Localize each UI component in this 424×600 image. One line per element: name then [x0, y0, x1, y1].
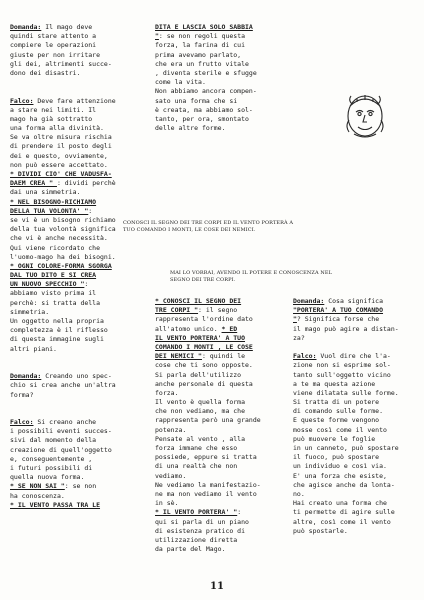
text-span: forza immane che esso: [155, 444, 238, 452]
text-span: ? Significa forse che: [296, 315, 380, 324]
text-line: [10, 97, 116, 106]
text-line: [155, 41, 257, 50]
text-line: [293, 416, 399, 425]
text-span: di prendere il posto degli: [10, 142, 112, 151]
text-line: [293, 527, 399, 536]
quote-line: SEGNO DEI TRE CORPI.: [170, 277, 236, 283]
text-line: [10, 354, 116, 363]
text-line: [10, 436, 116, 445]
text-span: completezza è il riflesso: [10, 326, 108, 335]
text-line: [10, 216, 116, 225]
text-line: [155, 462, 261, 471]
quote-line: CONOSCI IL SEGNO DEI TRE CORPI ED IL VENTO PORTERÀ A: [123, 220, 294, 226]
text-span: sato una forma che si: [155, 96, 238, 105]
text-line: [10, 317, 116, 326]
text-line: [10, 446, 116, 455]
text-span: :: [84, 280, 89, 289]
text-span: può spostarle.: [293, 526, 348, 535]
emphasized-text: DEI NEMICI ": [155, 352, 202, 361]
text-span: è creata, ma abbiamo sol-: [155, 105, 253, 114]
text-line: [155, 60, 257, 69]
text-span: prima avevamo parlato,: [155, 50, 242, 59]
emphasized-text: * DIVIDI CIO' CHE VADUSFA-: [10, 170, 112, 178]
text-line: [10, 51, 116, 60]
text-span: abbiamo visto prima il: [10, 289, 97, 298]
text-line: [293, 462, 399, 471]
text-line: [10, 234, 116, 243]
text-span: da parte del Mago.: [155, 545, 226, 554]
text-span: rappresenta l'ordine dato: [155, 315, 253, 324]
text-line: [293, 508, 399, 517]
text-line: [10, 106, 116, 115]
text-span: della tua volontà significa: [10, 225, 116, 234]
text-line: [293, 426, 399, 435]
text-line: [10, 133, 116, 142]
text-line: [10, 501, 116, 510]
text-span: rappresenta però una grande: [155, 416, 261, 425]
text-span: non può essere accettato.: [10, 160, 108, 169]
text-line: [293, 315, 399, 324]
text-line: [155, 527, 261, 536]
emphasized-text: Falco:: [10, 418, 34, 427]
text-line: [10, 409, 116, 418]
text-span: zione non si esprime sol-: [293, 361, 391, 370]
text-line: [10, 207, 116, 216]
text-span: che vi è anche necessità.: [10, 234, 108, 243]
text-span: forma?: [10, 390, 34, 399]
text-span: simmetria.: [10, 307, 50, 316]
text-line: [155, 453, 261, 462]
text-span: Deve fare attenzione: [33, 96, 116, 105]
text-span: viene dilatata sulle forme.: [293, 388, 399, 397]
text-span: giuste per non irritare: [10, 50, 101, 59]
emphasized-text: Domanda:: [10, 372, 42, 381]
text-span: può muovere le foglie: [293, 434, 376, 443]
text-span: Pensate al vento , alla: [155, 434, 246, 443]
text-span: l'uomo-mago ha dei bisogni.: [10, 252, 116, 261]
text-span: i possibili eventi succes-: [10, 427, 112, 436]
text-line: [155, 78, 257, 87]
emphasized-text: DAL TUO DITO E SI CREA: [10, 271, 97, 280]
quote-line: TUO COMANDO I MONTI, LE COSE DEI NEMICI.: [123, 227, 256, 233]
text-line: [10, 78, 116, 87]
text-span: ti permette di agire sulle: [293, 508, 395, 517]
text-span: compiere le operazioni: [10, 41, 97, 50]
text-span: a te ma questa azione: [293, 379, 376, 388]
text-line: [10, 482, 116, 491]
text-span: mago ha già sottratto: [10, 114, 93, 123]
emphasized-text: * CONOSCI IL SEGNO DEI: [155, 297, 242, 305]
text-span: che non vediamo, ma che: [155, 407, 246, 416]
emphasized-text: UN NUOVO SPECCHIO ": [10, 280, 85, 289]
text-line: [155, 389, 261, 398]
text-line: [155, 51, 257, 60]
text-line: [155, 115, 257, 124]
text-span: Il vento è quella forma: [155, 398, 246, 407]
page-number: 11: [210, 581, 224, 592]
text-span: di una realtà che non: [155, 462, 238, 471]
text-line: [10, 225, 116, 234]
text-span: potenza.: [155, 425, 187, 434]
text-line: [155, 69, 257, 78]
text-span: i futuri possibili di: [10, 464, 93, 472]
text-line: [155, 536, 261, 545]
text-line: [293, 398, 399, 407]
emphasized-text: * OGNI COLORE-FORMA SGORGA: [10, 261, 112, 270]
text-span: di comando sulle forme.: [293, 407, 384, 416]
text-line: [155, 481, 261, 490]
text-line: [10, 271, 116, 280]
text-line: [10, 179, 116, 188]
text-line: [10, 492, 116, 501]
text-line: [155, 334, 261, 343]
text-line: [155, 297, 261, 306]
text-line: [10, 427, 116, 436]
text-span: forza, la farina di cui: [155, 41, 246, 50]
emphasized-text: Domanda:: [293, 297, 325, 305]
text-line: [10, 41, 116, 50]
text-line: [155, 97, 257, 106]
text-line: [10, 289, 116, 298]
text-line: [155, 32, 257, 41]
text-span: dono dei disastri.: [10, 68, 81, 77]
text-span: in un canneto, può spostare: [293, 444, 399, 452]
text-line: [10, 188, 116, 197]
emphasized-text: * IL VENTO PASSA TRA LE: [10, 500, 101, 509]
text-span: : se non regoli questa: [158, 32, 246, 41]
emphasized-text: "PORTERA' A TUO COMANDO: [293, 306, 384, 315]
text-span: possiede, eppure si tratta: [155, 453, 257, 462]
text-span: : dividi perchè: [56, 179, 116, 188]
text-span: quindi stare attento a: [10, 32, 97, 41]
text-line: [293, 361, 399, 370]
text-line: [293, 297, 399, 306]
text-line: [10, 124, 116, 133]
emphasized-text: ": [155, 32, 159, 41]
text-line: [10, 262, 116, 271]
text-span: qui si parla di un piano: [155, 517, 249, 526]
text-line: [155, 315, 261, 324]
text-line: [10, 372, 116, 381]
text-span: il mago può agire a distan-: [293, 324, 399, 333]
text-line: [10, 253, 116, 262]
text-line: [155, 325, 261, 334]
text-line: [293, 380, 399, 389]
text-line: [293, 352, 399, 361]
text-line: [10, 115, 116, 124]
text-line: [10, 161, 116, 170]
text-line: [155, 444, 261, 453]
text-line: [293, 334, 399, 343]
text-span: di esistenza pratico di: [155, 526, 246, 535]
text-span: sivi dal momento della: [10, 436, 97, 445]
emphasized-text: DITA E LASCIA SOLO SABBIA: [155, 23, 253, 31]
text-line: [293, 481, 399, 490]
text-span: chio si crea anche un'altra: [10, 381, 116, 390]
text-span: ne ma non vediamo il vento: [155, 489, 257, 498]
text-span: altre, così come il vento: [293, 517, 391, 526]
text-line: [10, 363, 116, 372]
text-line: [10, 299, 116, 308]
text-line: [10, 473, 116, 482]
text-span: vediamo.: [155, 471, 187, 480]
text-span: un individuo e così via.: [293, 462, 387, 471]
text-line: [155, 124, 257, 133]
emphasized-text: Falco:: [293, 352, 317, 361]
emphasized-text: DELLA TUA VOLONTA' ": [10, 206, 89, 215]
text-line: [155, 106, 257, 115]
text-line: [10, 198, 116, 207]
text-span: :: [88, 206, 93, 215]
text-span: Si creano anche: [33, 418, 97, 427]
text-line: [155, 435, 261, 444]
text-line: [10, 455, 116, 464]
text-span: e, conseguentemente ,: [10, 454, 93, 463]
text-span: altri piani.: [10, 344, 57, 353]
text-line: [10, 244, 116, 253]
text-span: Hai creato una forma che: [293, 499, 387, 508]
text-span: Si parla dell'utilizzo: [155, 370, 242, 379]
text-line: [10, 170, 116, 179]
text-line: [10, 391, 116, 400]
text-line: [10, 23, 116, 32]
column-bottom-middle: [155, 297, 261, 554]
text-span: E' una forza che esiste,: [293, 471, 387, 480]
text-span: che era un frutto vitale: [155, 59, 249, 68]
quote-block-1: [123, 220, 293, 234]
text-span: forza.: [155, 388, 179, 397]
text-line: [293, 499, 399, 508]
text-span: Qui viene ricordato che: [10, 243, 101, 252]
text-span: : se non: [64, 482, 97, 491]
text-span: il fuoco, può spostare: [293, 453, 380, 462]
text-span: Il mago deve: [41, 23, 93, 31]
text-line: [155, 306, 261, 315]
text-span: delle altre forme.: [155, 124, 226, 133]
text-span: Cosa significa: [324, 297, 384, 305]
text-span: che agisce anche da lonta-: [293, 480, 395, 489]
text-line: [10, 69, 116, 78]
text-line: [155, 352, 261, 361]
column-left: [10, 23, 116, 510]
text-span: se vi è un bisogno richiamo: [10, 215, 116, 224]
text-line: [155, 490, 261, 499]
emphasized-text: ": [293, 315, 297, 324]
text-line: [293, 407, 399, 416]
text-span: quella nuova forma.: [10, 473, 85, 482]
emphasized-text: Falco:: [10, 96, 34, 105]
text-line: [155, 343, 261, 352]
text-line: [293, 518, 399, 527]
text-span: gli dei, altrimenti succe-: [10, 59, 112, 68]
text-span: a stare nei limiti. Il: [10, 105, 97, 114]
text-line: [293, 325, 399, 334]
text-line: [10, 142, 116, 151]
text-span: all'atomo unico.: [155, 324, 222, 333]
text-line: [155, 407, 261, 416]
text-span: Vuol dire che l'a-: [316, 352, 391, 361]
text-span: dai una simmetria.: [10, 188, 81, 197]
emphasized-text: TRE CORPI ": [155, 306, 199, 315]
text-line: [293, 490, 399, 499]
text-span: creazione di quell'oggetto: [10, 445, 112, 454]
emphasized-text: IL VENTO PORTERA' A TUO: [155, 333, 246, 342]
text-span: in sè.: [155, 499, 179, 508]
text-span: dei e questo, ovviamente,: [10, 151, 108, 160]
text-span: mosse così come il vento: [293, 425, 387, 434]
emphasized-text: * SE NON SAI ": [10, 482, 65, 491]
text-line: [293, 371, 399, 380]
text-line: [10, 464, 116, 473]
text-span: tanto sull'oggetto vicino: [293, 370, 391, 379]
text-span: ha conoscenza.: [10, 491, 65, 500]
text-span: una forma alla divinità.: [10, 124, 104, 133]
text-line: [10, 308, 116, 317]
text-line: [293, 389, 399, 398]
quote-line: MAI LO VORRAI, AVENDO IL POTERE E CONOSCENZA NEL: [170, 270, 332, 276]
text-span: no.: [293, 489, 305, 498]
text-span: , diventa sterile e sfugge: [155, 68, 257, 77]
text-span: Ne vediamo la manifestazio-: [155, 480, 261, 489]
text-line: [155, 23, 257, 32]
text-line: [155, 426, 261, 435]
text-span: cose che ti sono opposte.: [155, 361, 253, 370]
text-span: : quindi le: [201, 352, 246, 361]
text-line: [10, 280, 116, 289]
text-line: [155, 87, 257, 96]
text-line: [10, 381, 116, 390]
emphasized-text: * IL VENTO PORTERA' ": [155, 508, 238, 517]
text-span: Creando uno spec-: [41, 372, 112, 381]
text-line: [155, 361, 261, 370]
text-span: : il segno: [198, 306, 238, 315]
text-line: [155, 499, 261, 508]
text-span: Un oggetto nella propria: [10, 317, 104, 325]
text-line: [10, 32, 116, 41]
text-span: tanto, per ora, smontato: [155, 114, 249, 123]
text-line: [10, 400, 116, 409]
emphasized-text: Domanda:: [10, 23, 42, 31]
text-line: [10, 345, 116, 354]
text-span: perchè: si tratta della: [10, 298, 101, 307]
text-line: [155, 472, 261, 481]
text-span: come la vita.: [155, 78, 206, 87]
text-span: za?: [293, 333, 305, 342]
column-right: [293, 297, 399, 536]
text-line: [155, 508, 261, 517]
text-line: [10, 60, 116, 69]
text-span: di questa immagine sugli: [10, 335, 104, 344]
emphasized-text: DAEM CREA ": [10, 179, 57, 188]
column-top-middle: [155, 23, 257, 133]
text-line: [155, 545, 261, 554]
text-line: [293, 435, 399, 444]
text-span: Se va oltre misura rischia: [10, 133, 112, 142]
text-span: :: [237, 508, 242, 517]
text-span: utilizzazione diretta: [155, 535, 238, 544]
text-span: Non abbiamo ancora compen-: [155, 87, 257, 96]
text-line: [155, 398, 261, 407]
emphasized-text: * ED: [221, 324, 238, 333]
text-line: [293, 453, 399, 462]
text-line: [155, 371, 261, 380]
text-line: [293, 444, 399, 453]
text-line: [293, 343, 399, 352]
text-line: [10, 87, 116, 96]
text-line: [293, 306, 399, 315]
text-line: [155, 416, 261, 425]
text-span: anche personale di questa: [155, 379, 253, 388]
text-span: Si tratta di un potere: [293, 398, 380, 407]
text-line: [155, 518, 261, 527]
mask-illustration: [340, 90, 390, 140]
text-line: [10, 152, 116, 161]
text-line: [10, 335, 116, 344]
text-span: E queste forme vengono: [293, 416, 380, 425]
emphasized-text: * NEL BISOGNO-RICHIAMO: [10, 197, 97, 206]
text-line: [293, 472, 399, 481]
emphasized-text: COMANDO I MONTI , LE COSE: [155, 342, 253, 351]
text-line: [155, 380, 261, 389]
quote-block-2: [170, 270, 332, 284]
text-line: [10, 418, 116, 427]
text-line: [10, 326, 116, 335]
